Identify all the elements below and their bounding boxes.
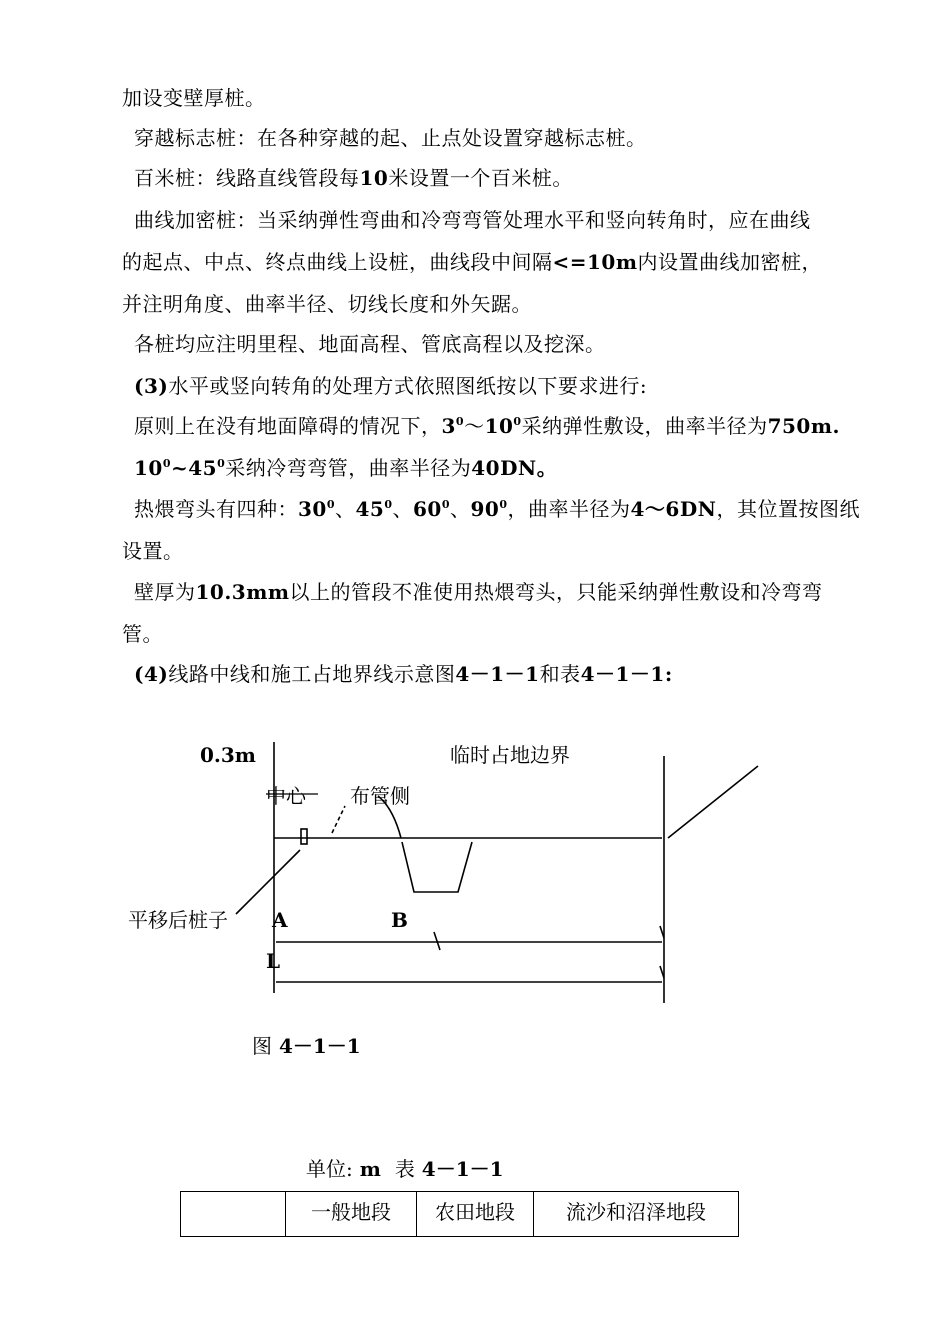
paragraph-curve-stake-line2 xyxy=(122,250,822,274)
number: 40DN。 xyxy=(471,456,558,480)
unit: m xyxy=(359,1157,381,1181)
number: 3 xyxy=(441,414,456,438)
text: 和表 xyxy=(539,662,581,686)
text: 管。 xyxy=(122,622,163,646)
number: 4－1－1 xyxy=(278,1034,361,1058)
degree: 0 xyxy=(499,498,508,511)
text: ，其位置按图纸 xyxy=(716,497,860,521)
paragraph-wall-thickness-line1 xyxy=(134,580,823,604)
text: 水平或竖向转角的处理方式依照图纸按以下要求进行: xyxy=(168,374,648,398)
number: 45 xyxy=(355,497,385,521)
label-0-3m: 0.3m xyxy=(200,743,256,767)
text: 内设置曲线加密桩， xyxy=(637,250,823,274)
number: 750m. xyxy=(767,414,840,438)
paragraph-hot-bend-line2 xyxy=(122,539,184,563)
pipe-side-arc-left xyxy=(332,806,345,833)
paragraph-elastic-laying xyxy=(134,414,840,438)
text: ，曲率半径为 xyxy=(507,497,631,521)
paragraph-curve-stake-line3 xyxy=(122,292,532,316)
text: 单位: xyxy=(306,1157,353,1181)
text: 热煨弯头有四种： xyxy=(134,497,298,521)
stake-pointer-line xyxy=(236,850,300,914)
text: 曲线加密桩：当采纳弹性弯曲和冷弯弯管处理水平和竖向转角时，应在曲线 xyxy=(134,208,811,232)
paragraph-wall-thickness-line2 xyxy=(122,622,163,646)
number: 10 xyxy=(134,456,163,480)
degree: 0 xyxy=(326,498,335,511)
number: 10 xyxy=(484,414,514,438)
number: <=10m xyxy=(552,250,638,274)
text: 原则上在没有地面障碍的情况下， xyxy=(134,414,442,438)
degree: 0 xyxy=(384,498,393,511)
land-use-table xyxy=(180,1191,739,1237)
text: 壁厚为 xyxy=(134,580,196,604)
degree: 0 xyxy=(162,457,171,470)
number: ~45 xyxy=(171,456,218,480)
paragraph-crossing-stake xyxy=(134,126,647,150)
text: 加设变壁厚桩。 xyxy=(122,86,266,110)
text: 、 xyxy=(450,497,471,521)
table-header-row xyxy=(181,1192,739,1237)
table-header-cell xyxy=(181,1192,286,1237)
text: 、 xyxy=(392,497,413,521)
table-header-cell: 农田地段 xyxy=(417,1192,534,1237)
degree: 0 xyxy=(217,457,226,470)
label-moved-stake: 平移后桩子 xyxy=(128,908,228,932)
text: 采纳弹性敷设，曲率半径为 xyxy=(521,414,768,438)
paragraph-hundred-meter-stake xyxy=(134,166,573,190)
number: 10 xyxy=(359,166,389,190)
number: 60 xyxy=(413,497,442,521)
text: 采纳冷弯弯管，曲率半径为 xyxy=(225,456,472,480)
table-header-cell: 流沙和沼泽地段 xyxy=(534,1192,739,1237)
text: 各桩均应注明里程、地面高程、管底高程以及挖深。 xyxy=(134,332,606,356)
text: 图 xyxy=(252,1034,272,1058)
text: 、 xyxy=(335,497,356,521)
label-center: 中心 xyxy=(266,784,306,808)
degree: 0 xyxy=(455,415,465,428)
text: 表 xyxy=(394,1157,415,1181)
text: 线路中线和施工占地界线示意图 xyxy=(168,662,456,686)
label-l: L xyxy=(266,949,281,973)
paragraph-hot-bend-line1 xyxy=(134,497,860,521)
text: ～ xyxy=(464,414,485,438)
dimension-tick-b xyxy=(434,932,440,950)
paragraph-thicker-wall-stake xyxy=(122,86,266,110)
degree: 0 xyxy=(441,498,450,511)
paragraph-turn-angle-heading xyxy=(134,374,647,398)
number: (3) xyxy=(134,374,169,398)
label-b: B xyxy=(391,908,408,932)
text: 设置。 xyxy=(122,539,184,563)
label-a: A xyxy=(272,908,288,932)
number: 4～6DN xyxy=(630,497,717,521)
paragraph-figure-intro xyxy=(134,662,673,686)
label-temp-boundary: 临时占地边界 xyxy=(450,743,570,767)
paragraph-cold-bend xyxy=(134,456,557,480)
number: 4－1－1 xyxy=(421,1157,504,1181)
route-centerline-diagram xyxy=(0,700,950,1040)
number: (4) xyxy=(134,662,169,686)
paragraph-curve-stake-line1 xyxy=(134,208,811,232)
slope-line xyxy=(668,766,758,838)
number: 90 xyxy=(470,497,500,521)
trench-outline xyxy=(402,842,472,892)
number: 30 xyxy=(298,497,327,521)
number: 10.3mm xyxy=(195,580,290,604)
number: 4－1－1 xyxy=(455,662,540,686)
number: 4－1－1: xyxy=(580,662,673,686)
table-header-cell: 一般地段 xyxy=(286,1192,417,1237)
degree: 0 xyxy=(513,415,522,428)
text: 穿越标志桩：在各种穿越的起、止点处设置穿越标志桩。 xyxy=(134,126,647,150)
paragraph-stake-notes xyxy=(134,332,606,356)
text: 米设置一个百米桩。 xyxy=(388,166,573,190)
text: 并注明角度、曲率半径、切线长度和外矢踞。 xyxy=(122,292,532,316)
text: 百米桩：线路直线管段每 xyxy=(134,166,360,190)
stake-marker xyxy=(301,829,307,844)
table-caption xyxy=(306,1153,504,1182)
text: 的起点、中点、终点曲线上设桩，曲线段中间隔 xyxy=(122,250,553,274)
figure-caption xyxy=(252,1030,361,1059)
text: 以上的管段不准使用热煨弯头，只能采纳弹性敷设和冷弯弯 xyxy=(289,580,823,604)
label-pipe-side: 布管侧 xyxy=(350,784,410,808)
